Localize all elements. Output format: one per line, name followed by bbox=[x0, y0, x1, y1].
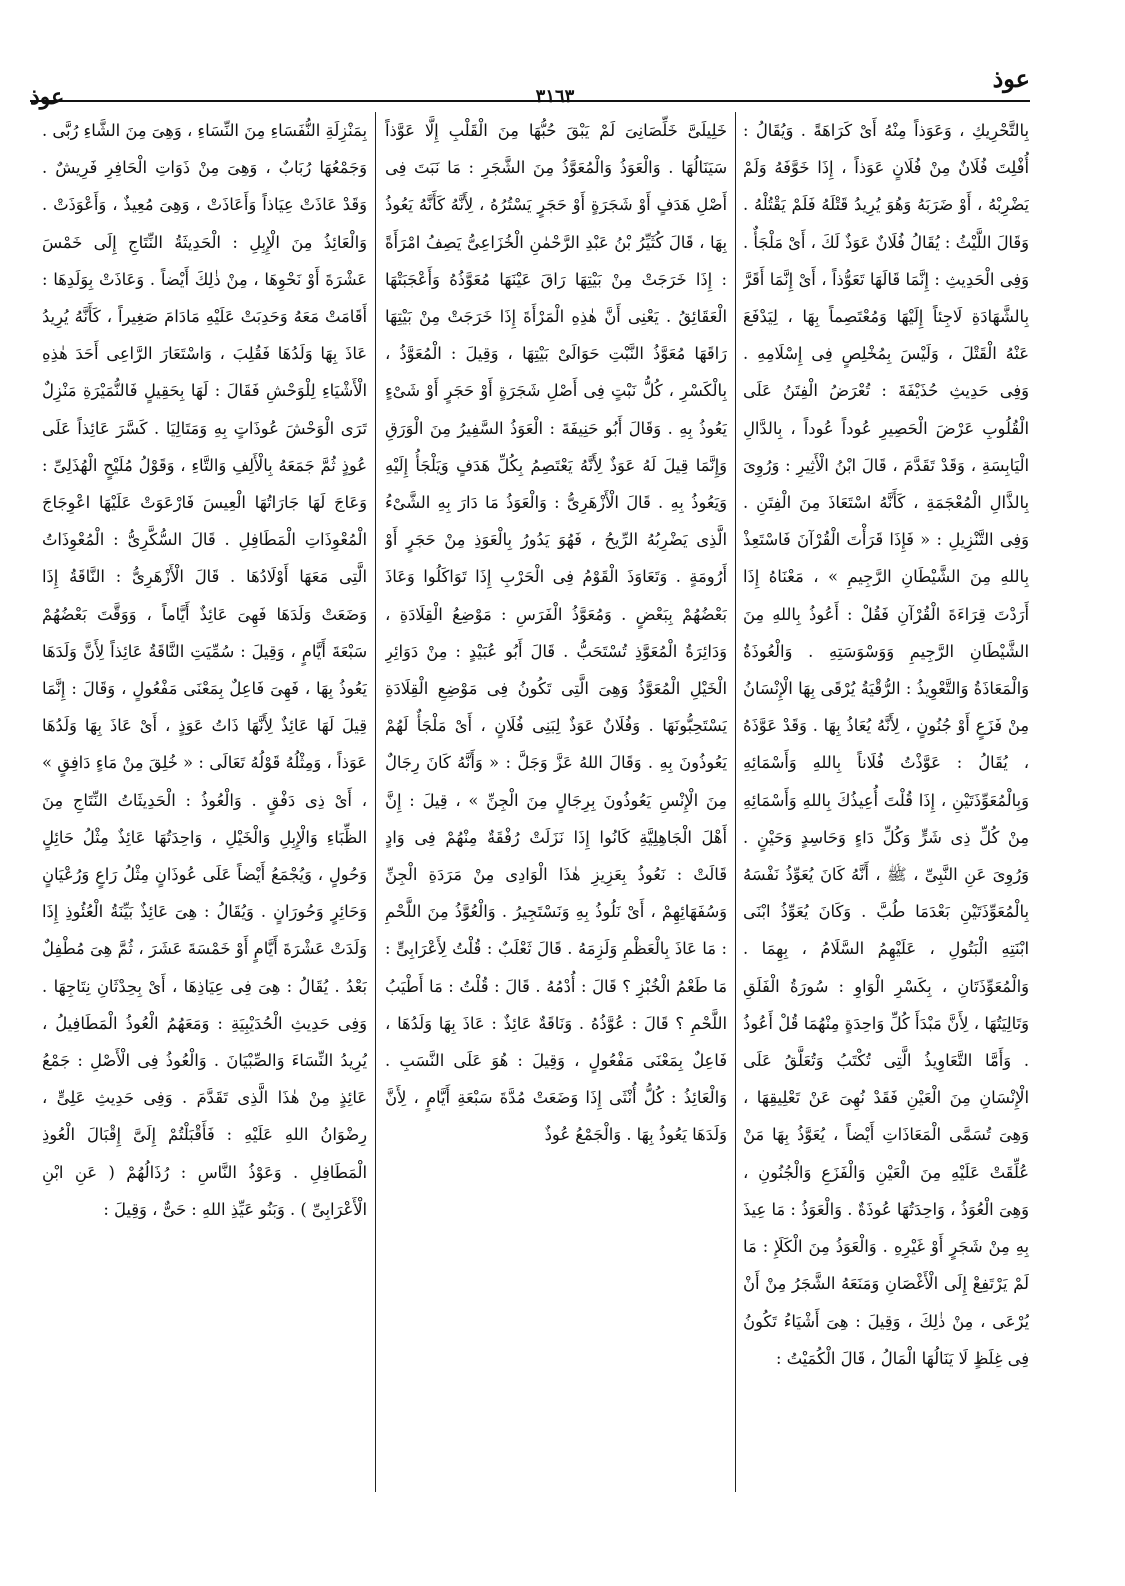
page-number: ٣١٦٣ bbox=[535, 86, 575, 107]
text-column-left bbox=[42, 112, 367, 1527]
text-column-right bbox=[743, 112, 1029, 1527]
page-header bbox=[30, 58, 1030, 110]
column-divider bbox=[735, 112, 736, 1492]
column-divider bbox=[375, 112, 376, 1492]
text-column-middle bbox=[385, 112, 727, 1527]
running-head-left: عوذ bbox=[30, 84, 65, 110]
column-text: خَلِيلَىَّ خَلِّصَانِىَ لَمْ يَبْقَ حُبُّهَا مِنَ الْقَلْبِ إِلَّا عَوَّذاً سَيَنَالُهَا . وَالْعَوَذُ وَالْمُعَوَّذُ مِنَ الشَّجَرِ : مَا نَبَتَ فِى أَصْلِ هَدَفٍ أَوْ شَجَرَةٍ أَوْ حَجَرٍ يَسْتُرُهُ ، لِأَنَّهُ كَأَنَّهُ يَعُوذُ بِهَا ، قَالَ كُثَيِّرُ بْنُ عَبْدِ الرَّحْمٰنِ الْخُزَاعِىُّ يَصِفُ امْرَأَةً : إِذَا خَرَجَتْ مِنْ بَيْتِهَا رَاقَ عَيْنَهَا مُعَوَّذُهُ وَأَعْجَبَتْهَا الْعَقَائِقُ . يَعْنِى أَنَّ هٰذِهِ الْمَرْأَةَ إِذَا خَرَجَتْ مِنْ بَيْتِهَا رَاقَهَا مُعَوَّذُ النَّبْتِ حَوَالَىْ بَيْتِهَا ، وَقِيلَ : الْمُعَوَّذُ ، بِالْكَسْرِ ، كُلُّ نَبْتٍ فِى أَصْلِ شَجَرَةٍ أَوْ حَجَرٍ أَوْ شَىْءٍ يَعُوذُ بِهِ . وَقَالَ أَبُو حَنِيفَةَ : الْعَوَذُ السَّفِيرُ مِنَ الْوَرَقِ وَإِنَّمَا قِيلَ لَهُ عَوَذٌ لِأَنَّهُ يَعْتَصِمُ بِكُلِّ هَدَفٍ وَيَلْجَأُ إِلَيْهِ وَيَعُوذُ بِهِ . قَالَ الْأَزْهَرِىُّ : وَالْعَوَذُ مَا دَارَ بِهِ الشَّىْءُ الَّذِى يَضْرِبُهُ الرِّيحُ ، فَهُوَ يَدُورُ بِالْعَوَذِ مِنْ حَجَرٍ أَوْ أَرُومَةٍ . وَتَعَاوَذَ الْقَوْمُ فِى الْحَرْبِ إِذَا تَوَاكَلُوا وَعَاذَ بَعْضُهُمْ بِبَعْضٍ . وَمُعَوَّذُ الْفَرَسِ : مَوْضِعُ الْقِلَادَةِ ، وَدَائِرَةُ الْمُعَوَّذِ تُسْتَحَبُّ . قَالَ أَبُو عُبَيْدٍ : مِنْ دَوَائِرِ الْخَيْلِ الْمُعَوَّذُ وَهِىَ الَّتِى تَكُونُ فِى مَوْضِعِ الْقِلَادَةِ يَسْتَحِبُّونَهَا . وَفُلَانٌ عَوَذٌ لِبَنِى فُلَانٍ ، أَىْ مَلْجَأٌ لَهُمْ يَعُوذُونَ بِهِ . وَقَالَ اللهُ عَزَّ وَجَلَّ : « وَأَنَّهُ كَانَ رِجَالٌ مِنَ الْإِنْسِ يَعُوذُونَ بِرِجَالٍ مِنَ الْجِنِّ » ، قِيلَ : إِنَّ أَهْلَ الْجَاهِلِيَّةِ كَانُوا إِذَا نَزَلَتْ رُفْقَةٌ مِنْهُمْ فِى وَادٍ قَالَتْ : نَعُوذُ بِعَزِيزِ هٰذَا الْوَادِى مِنْ مَرَدَةِ الْجِنِّ وَسُفَهَائِهِمْ ، أَىْ نَلُوذُ بِهِ وَنَسْتَجِيرُ . وَالْعُوَّذُ مِنَ اللَّحْمِ : مَا عَاذَ بِالْعَظْمِ وَلَزِمَهُ . قَالَ ثَعْلَبٌ : قُلْتُ لِأَعْرَابِىٍّ : مَا طَعْمُ الْخُبْزِ ؟ قَالَ : أُدْمُهُ . قَالَ : قُلْتُ : مَا أَطْيَبُ اللَّحْمِ ؟ قَالَ : عُوَّذُهُ . وَنَاقَةٌ عَائِذٌ : عَاذَ بِهَا وَلَدُهَا ، فَاعِلٌ بِمَعْنَى مَفْعُولٍ ، وَقِيلَ : هُوَ عَلَى النَّسَبِ . وَالْعَائِذُ : كُلُّ أُنْثَى إِذَا وَضَعَتْ مُدَّةَ سَبْعَةِ أَيَّامٍ ، لِأَنَّ وَلَدَهَا يَعُوذُ بِهَا . وَالْجَمْعُ عُوذٌ bbox=[385, 121, 727, 1145]
running-head-right: عوذ bbox=[992, 64, 1030, 93]
column-text: بِالتَّحْرِيكِ ، وَعَوَذاً مِنْهُ أَىْ كَرَاهَةً . وَيُقَالُ : أُفْلِتَ فُلَانٌ مِنْ فُلَانٍ عَوَذاً ، إِذَا خَوَّفَهُ وَلَمْ يَضْرِبْهُ ، أَوْ ضَرَبَهُ وَهُوَ يُرِيدُ قَتْلَهُ فَلَمْ يَقْتُلْهُ . وَقَالَ اللَّيْثُ : يُقَالُ فُلَانٌ عَوَذٌ لَكَ ، أَىْ مَلْجَأٌ . وَفِى الْحَدِيثِ : إِنَّمَا قَالَهَا تَعَوُّذاً ، أَىْ إِنَّمَا أَقَرَّ بِالشَّهَادَةِ لَاجِئاً إِلَيْهَا وَمُعْتَصِماً بِهَا ، لِيَدْفَعَ عَنْهُ الْقَتْلَ ، وَلَيْسَ بِمُخْلِصٍ فِى إِسْلَامِهِ . وَفِى حَدِيثِ حُذَيْفَةَ : تُعْرَضُ الْفِتَنُ عَلَى الْقُلُوبِ عَرْضَ الْحَصِيرِ عُوداً عُوداً ، بِالدَّالِ الْيَابِسَةِ ، وَقَدْ تَقَدَّمَ ، قَالَ ابْنُ الْأَثِيرِ : وَرُوِىَ بِالذَّالِ الْمُعْجَمَةِ ، كَأَنَّهُ اسْتَعَاذَ مِنَ الْفِتَنِ . وَفِى التَّنْزِيلِ : « فَإِذَا قَرَأْتَ الْقُرْآنَ فَاسْتَعِذْ بِاللهِ مِنَ الشَّيْطَانِ الرَّجِيمِ » ، مَعْنَاهُ إِذَا أَرَدْتَ قِرَاءَةَ الْقُرْآنِ فَقُلْ : أَعُوذُ بِاللهِ مِنَ الشَّيْطَانِ الرَّجِيمِ وَوَسْوَسَتِهِ . وَالْعُوذَةُ وَالْمَعَاذَةُ وَالتَّعْوِيذُ : الرُّقْيَةُ يُرْقَى بِهَا الْإِنْسَانُ مِنْ فَزَعٍ أَوْ جُنُونٍ ، لِأَنَّهُ يُعَاذُ بِهَا . وَقَدْ عَوَّذَهُ ، يُقَالُ : عَوَّذْتُ فُلَاناً بِاللهِ وَأَسْمَائِهِ وَبِالْمُعَوِّذَتَيْنِ ، إِذَا قُلْتَ أُعِيذُكَ بِاللهِ وَأَسْمَائِهِ مِنْ كُلِّ ذِى شَرٍّ وَكُلِّ دَاءٍ وَحَاسِدٍ وَحَيْنٍ . وَرُوِىَ عَنِ النَّبِىِّ ، ﷺ ، أَنَّهُ كَانَ يُعَوِّذُ نَفْسَهُ بِالْمُعَوِّذَتَيْنِ بَعْدَمَا طُبَّ . وَكَانَ يُعَوِّذُ ابْنَى ابْنَتِهِ الْبَتُولِ ، عَلَيْهِمُ السَّلَامُ ، بِهِمَا . وَالْمُعَوِّذَتَانِ ، بِكَسْرِ الْوَاوِ : سُورَةُ الْفَلَقِ وَتَالِيَتُهَا ، لِأَنَّ مَبْدَأَ كُلِّ وَاحِدَةٍ مِنْهُمَا قُلْ أَعُوذُ . وَأَمَّا التَّعَاوِيذُ الَّتِى تُكْتَبُ وَتُعَلَّقُ عَلَى الْإِنْسَانِ مِنَ الْعَيْنِ فَقَدْ نُهِىَ عَنْ تَعْلِيقِهَا ، وَهِىَ تُسَمَّى الْمَعَاذَاتِ أَيْضاً ، يُعَوَّذُ بِهَا مَنْ عُلِّقَتْ عَلَيْهِ مِنَ الْعَيْنِ وَالْفَزَعِ وَالْجُنُونِ ، وَهِىَ الْعُوَذُ ، وَاحِدَتُهَا عُوذَةٌ . وَالْعَوَذُ : مَا عِيذَ بِهِ مِنْ شَجَرٍ أَوْ غَيْرِهِ . وَالْعَوَذُ مِنَ الْكَلَإِ : مَا لَمْ يَرْتَفِعْ إِلَى الْأَغْصَانِ وَمَنَعَهُ الشَّجَرُ مِنْ أَنْ يُرْعَى ، مِنْ ذٰلِكَ ، وَقِيلَ : هِىَ أَشْيَاءُ تَكُونُ فِى غِلَظٍ لَا يَنَالُهَا الْمَالُ ، قَالَ الْكُمَيْتُ : bbox=[743, 121, 1029, 1368]
column-text: بِمَنْزِلَةِ النُّفَسَاءِ مِنَ النِّسَاءِ ، وَهِىَ مِنَ الشَّاءِ رُبَّى . وَجَمْعُهَا رُبَابٌ ، وَهِىَ مِنْ ذَوَاتِ الْحَافِرِ فَرِيشٌ . وَقَدْ عَاذَتْ عِيَاذاً وَأَعَاذَتْ ، وَهِىَ مُعِيذٌ ، وَأَعْوَذَتْ . وَالْعَائِذُ مِنَ الْإِبِلِ : الْحَدِيثَةُ النِّتَاجِ إِلَى خَمْسَ عَشْرَةَ أَوْ نَحْوِهَا ، مِنْ ذٰلِكَ أَيْضاً . وَعَاذَتْ بِوَلَدِهَا : أَقَامَتْ مَعَهُ وَحَدِبَتْ عَلَيْهِ مَادَامَ صَغِيراً ، كَأَنَّهُ يُرِيدُ عَاذَ بِهَا وَلَدُهَا فَقُلِبَ ، وَاسْتَعَارَ الرَّاعِى أَحَدَ هٰذِهِ الْأَشْيَاءِ لِلْوَحْشِ فَقَالَ : لَهَا بِحَقِيلٍ فَالنُّمَيْرَةِ مَنْزِلٌ تَرَى الْوَحْشَ عُوذَاتٍ بِهِ وَمَتَالِيَا . كَسَّرَ عَائِذاً عَلَى عُوذٍ ثُمَّ جَمَعَهُ بِالْأَلِفِ وَالتَّاءِ ، وَقَوْلُ مُلَيْحٍ الْهُذَلِىِّ : وَعَاجَ لَهَا جَارَاتُهَا الْعِيسَ فَارْعَوَتْ عَلَيْهَا اعْوِجَاجَ الْمُعْوِذَاتِ الْمَطَافِلِ . قَالَ السُّكَّرِىُّ : الْمُعْوِذَاتُ الَّتِى مَعَهَا أَوْلَادُهَا . قَالَ الْأَزْهَرِىُّ : النَّاقَةُ إِذَا وَضَعَتْ وَلَدَهَا فَهِىَ عَائِذٌ أَيَّاماً ، وَوَقَّتَ بَعْضُهُمْ سَبْعَةَ أَيَّامٍ ، وَقِيلَ : سُمِّيَتِ النَّاقَةُ عَائِذاً لِأَنَّ وَلَدَهَا يَعُوذُ بِهَا ، فَهِىَ فَاعِلٌ بِمَعْنَى مَفْعُولٍ ، وَقَالَ : إِنَّمَا قِيلَ لَهَا عَائِذٌ لِأَنَّهَا ذَاتُ عَوَذٍ ، أَىْ عَاذَ بِهَا وَلَدُهَا عَوَذاً ، وَمِثْلُهُ قَوْلُهُ تَعَالَى : « خُلِقَ مِنْ مَاءٍ دَافِقٍ » ، أَىْ ذِى دَفْقٍ . وَالْعُوذُ : الْحَدِيثَاتُ النِّتَاجِ مِنَ الظِّبَاءِ وَالْإِبِلِ وَالْخَيْلِ ، وَاحِدَتُهَا عَائِذٌ مِثْلُ حَائِلٍ وَحُولٍ ، وَيُجْمَعُ أَيْضاً عَلَى عُوذَانٍ مِثْلُ رَاعٍ وَرُعْيَانٍ وَحَائِرٍ وَحُورَانٍ . وَيُقَالُ : هِىَ عَائِذٌ بَيِّنَةُ الْعُئُوذِ إِذَا وَلَدَتْ عَشْرَةَ أَيَّامٍ أَوْ خَمْسَةَ عَشَرَ ، ثُمَّ هِىَ مُطْفِلٌ بَعْدُ . يُقَالُ : هِىَ فِى عِيَاذِهَا ، أَىْ بِحِدْثَانِ نِتَاجِهَا . وَفِى حَدِيثِ الْحُدَيْبِيَةِ : وَمَعَهُمُ الْعُوذُ الْمَطَافِيلُ ، يُرِيدُ النِّسَاءَ وَالصِّبْيَانَ . وَالْعُوذُ فِى الْأَصْلِ : جَمْعُ عَائِذٍ مِنْ هٰذَا الَّذِى تَقَدَّمَ . وَفِى حَدِيثِ عَلِىٍّ ، رِضْوَانُ اللهِ عَلَيْهِ : فَأَقْبَلْتُمْ إِلَىَّ إِقْبَالَ الْعُوذِ الْمَطَافِلِ . وَعَوْذُ النَّاسِ : رُذَالُهُمْ ( عَنِ ابْنِ الْأَعْرَابِىِّ ) . وَبَنُو عَيِّذِ اللهِ : حَىٌّ ، وَقِيلَ : bbox=[42, 121, 367, 1219]
